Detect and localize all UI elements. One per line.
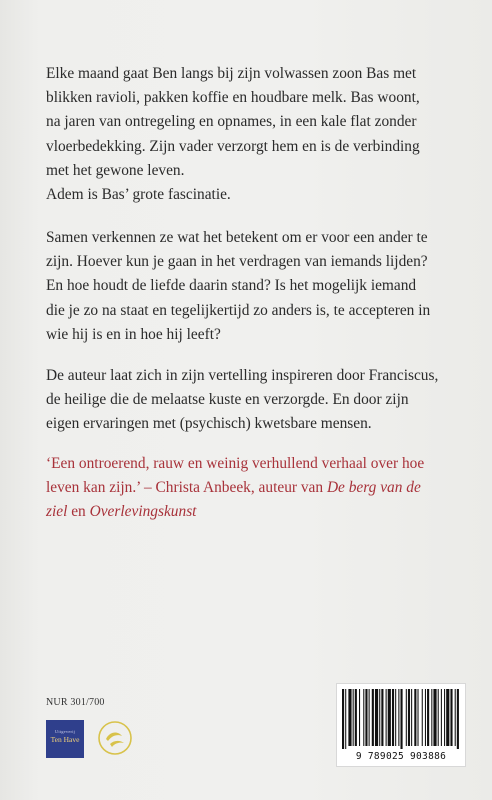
barcode-bar	[406, 689, 407, 746]
publisher-logo	[46, 720, 84, 758]
barcode-bar	[353, 689, 354, 746]
blurb-line: wie hij is en in hoe hij leeft?	[46, 325, 221, 343]
blurb-line: zijn. Hoever kun je gaan in het verdragen van iemands lijden?	[46, 253, 428, 271]
barcode-bar	[457, 689, 459, 749]
blurb-line: vloerbedekking. Zijn vader verzorgt hem en is de verbinding	[46, 137, 420, 155]
quote-book-title: De berg van de	[326, 479, 421, 497]
barcode-bar	[392, 689, 394, 746]
barcode-bar	[355, 689, 357, 746]
barcode-bar	[425, 689, 426, 746]
barcode-bar	[417, 689, 418, 746]
barcode-bar	[348, 689, 351, 746]
barcode-bar	[375, 689, 378, 746]
barcode-bar	[438, 689, 439, 746]
barcode-bar	[369, 689, 370, 746]
isbn-barcode	[336, 683, 466, 767]
quote-book-title: ziel	[46, 503, 68, 521]
barcode-bar	[345, 689, 346, 749]
blurb-line: Elke maand gaat Ben langs bij zijn volwassen zoon Bas met	[46, 65, 417, 82]
blurb-line: Adem is Bas’ grote fascinatie.	[46, 186, 231, 204]
barcode-bar	[422, 689, 423, 746]
blurb-line: die je zo na staat en tegelijkertijd zo anders is, te accepteren in	[46, 301, 431, 319]
nur-code: NUR 301/700	[46, 697, 105, 708]
barcode-bar	[381, 689, 383, 746]
barcode-bar	[342, 689, 344, 749]
barcode-bar	[450, 689, 452, 746]
barcode-bar	[363, 689, 364, 746]
barcode-bar	[398, 689, 399, 746]
barcode-bar	[408, 689, 410, 746]
blurb-line: En hoe houdt de liefde daarin stand? Is het mogelijk iemand	[46, 277, 417, 295]
barcode-digits: 9 789025 903886	[355, 751, 447, 762]
barcode-bar	[441, 689, 442, 746]
barcode-bar	[433, 689, 436, 746]
barcode-bar	[411, 689, 412, 746]
barcode-bar	[400, 689, 402, 749]
publisher-small-text: Uitgeverij	[54, 729, 76, 734]
blurb-line: met het gewone leven.	[46, 161, 185, 179]
barcode-bar	[431, 689, 432, 746]
quote-line: ‘Een ontroerend, rauw en weinig verhullend verhaal over hoe	[46, 455, 425, 472]
blurb-paragraph-1	[46, 62, 458, 207]
barcode-bar	[372, 689, 374, 746]
barcode-bar	[427, 689, 429, 746]
barcode-bar	[455, 689, 456, 746]
review-quote	[46, 452, 458, 525]
blurb-line: blikken ravioli, pakken koffie en houdbare melk. Bas woont,	[46, 89, 420, 107]
blurb-line: Samen verkennen ze wat het betekent om er voor een ander te	[46, 229, 428, 246]
barcode-bar	[444, 689, 445, 746]
quote-line	[46, 500, 458, 524]
barcode-bar	[388, 689, 391, 746]
blurb-line: eigen ervaringen met (psychisch) kwetsbare mensen.	[46, 415, 372, 433]
imprint-emblem-icon	[96, 719, 134, 757]
barcode-bars	[342, 689, 460, 749]
quote-line	[46, 476, 458, 500]
barcode-bar	[379, 689, 380, 746]
blurb-line: de heilige die de melaatse kuste en verzorgde. En door zijn	[46, 391, 409, 409]
barcode-bar	[446, 689, 449, 746]
blurb-paragraph-3	[46, 364, 458, 437]
barcode-bar	[395, 689, 396, 746]
blurb-line: na jaren van ontregeling en opnames, in een kale flat zonder	[46, 113, 417, 131]
barcode-bar	[365, 689, 367, 746]
publisher-name: Ten Have	[50, 735, 80, 744]
barcode-bar	[359, 689, 360, 746]
blurb-paragraph-2	[46, 226, 458, 347]
barcode-bar	[386, 689, 387, 746]
barcode-bar	[414, 689, 416, 746]
quote-text: leven kan zijn.’ – Christa Anbeek, auteur van	[46, 479, 327, 497]
quote-book-title: Overlevingskunst	[89, 503, 197, 521]
quote-text: en	[67, 503, 90, 521]
blurb-line: De auteur laat zich in zijn vertelling inspireren door Franciscus,	[46, 367, 439, 384]
